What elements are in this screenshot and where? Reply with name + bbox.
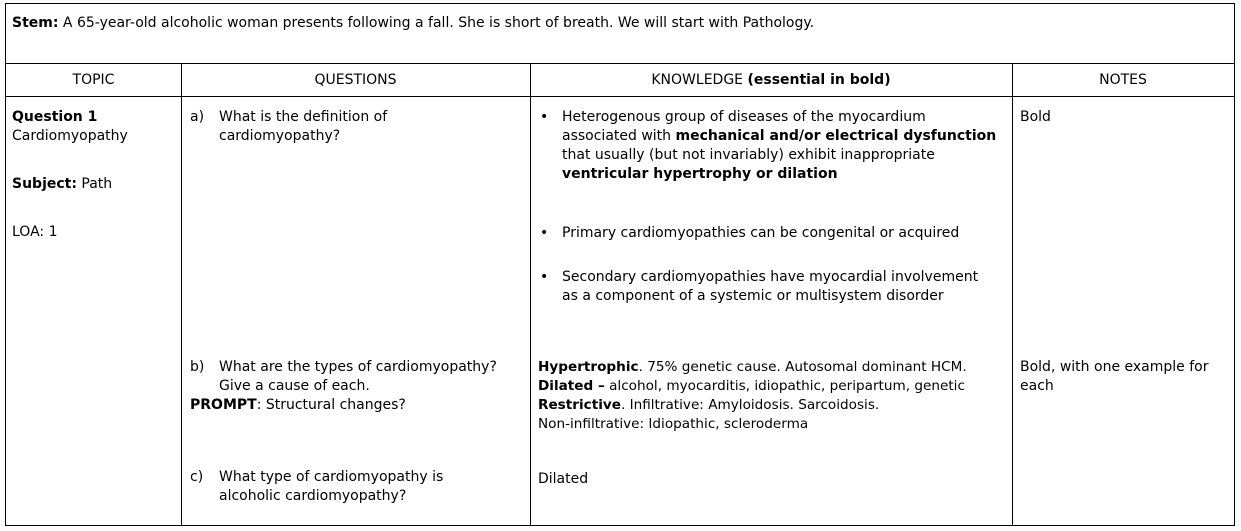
header-knowledge <box>530 64 1012 96</box>
knowledge-b2-text: Primary cardiomyopathies can be congenital or acquired <box>562 225 960 241</box>
knowledge-types <box>538 358 1012 434</box>
question-a <box>190 108 530 148</box>
header-questions: QUESTIONS <box>314 72 397 88</box>
topic-loa: LOA: 1 <box>12 224 58 240</box>
notes-b-line2: each <box>1020 378 1054 394</box>
knowledge-b1-line1: Heterogenous group of diseases of the myocardium <box>562 109 926 125</box>
knowledge-b1-line2: associated with mechanical and/or electrical dysfunction <box>562 128 997 144</box>
stem-label: Stem: <box>12 15 59 31</box>
knowledge-b1-line4: ventricular hypertrophy or dilation <box>562 166 838 182</box>
header-notes: NOTES <box>1099 72 1147 88</box>
question-b-marker: b) <box>190 359 205 375</box>
topic-question-title: Question 1 <box>12 109 98 125</box>
question-b-line2: Give a cause of each. <box>219 378 370 394</box>
question-b-prompt: PROMPT: Structural changes? <box>190 397 406 413</box>
bullet-icon: • <box>540 225 549 241</box>
question-a-line2: cardiomyopathy? <box>219 128 341 144</box>
knowledge-b1-line3: that usually (but not invariably) exhibit inappropriate <box>562 147 935 163</box>
header-knowledge-note: (essential in bold) <box>747 72 891 88</box>
question-b-line1: What are the types of cardiomyopathy? <box>219 359 497 375</box>
column-divider <box>181 64 182 525</box>
bullet-icon: • <box>540 269 549 285</box>
knowledge-bullet-1 <box>533 108 1011 208</box>
knowledge-bullet-2 <box>533 224 1011 244</box>
knowledge-b3-line2: as a component of a systemic or multisystem disorder <box>562 288 944 304</box>
header-knowledge-label: KNOWLEDGE <box>651 72 748 88</box>
question-a-marker: a) <box>190 109 205 125</box>
stem-row <box>6 4 1234 64</box>
knowledge-bullet-3 <box>533 268 1011 308</box>
knowledge-restrictive: Restrictive. Infiltrative: Amyloidosis. Sarcoidosis. <box>538 397 880 413</box>
question-a-line1: What is the definition of <box>219 109 388 125</box>
stem-text: A 65-year-old alcoholic woman presents following a fall. She is short of breath. We will start with Pathology. <box>58 15 815 31</box>
question-table <box>5 3 1235 526</box>
knowledge-non-infiltrative: Non-infiltrative: Idiopathic, scleroderma <box>538 416 809 432</box>
topic-name: Cardiomyopathy <box>12 128 128 144</box>
knowledge-hypertrophic: Hypertrophic. 75% genetic cause. Autosomal dominant HCM. <box>538 359 967 375</box>
topic-subject: Subject: Path <box>12 176 113 192</box>
notes-b-line1: Bold, with one example for <box>1020 359 1209 375</box>
question-c-marker: c) <box>190 469 204 485</box>
knowledge-dilated: Dilated – alcohol, myocarditis, idiopathic, peripartum, genetic <box>538 378 965 394</box>
header-topic: TOPIC <box>72 72 115 88</box>
question-b <box>190 358 530 418</box>
question-c <box>190 468 530 508</box>
knowledge-answer-c: Dilated <box>538 471 589 487</box>
column-divider <box>530 64 531 525</box>
notes-b <box>1020 358 1208 396</box>
knowledge-b3-line1: Secondary cardiomyopathies have myocardial involvement <box>562 269 979 285</box>
question-c-line1: What type of cardiomyopathy is <box>219 469 444 485</box>
notes-a: Bold <box>1020 109 1051 125</box>
bullet-icon: • <box>540 109 549 125</box>
question-c-line2: alcoholic cardiomyopathy? <box>219 488 407 504</box>
column-divider <box>1012 64 1013 525</box>
